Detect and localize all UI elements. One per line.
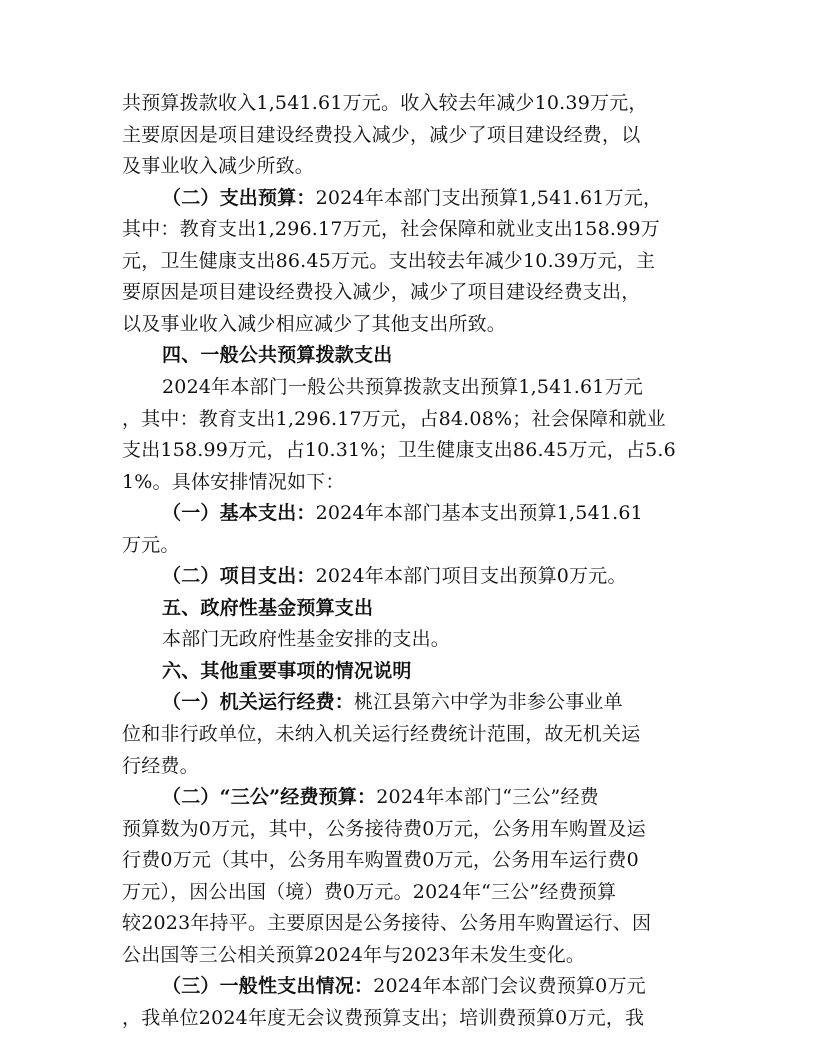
paragraph-line: 1%。具体安排情况如下： — [122, 471, 345, 493]
paragraph-line: 以及事业收入减少相应减少了其他支出所致。 — [122, 313, 507, 335]
section-label: （一）基本支出： — [162, 502, 316, 524]
paragraph-line: 及事业收入减少所致。 — [122, 155, 315, 177]
paragraph-line: 共预算拨款收入1,541.61万元。收入较去年减少10.39万元， — [122, 92, 648, 114]
section-label: （三）一般性支出情况： — [162, 975, 374, 997]
section-heading: 六、其他重要事项的情况说明 — [162, 660, 412, 682]
paragraph-line: ，我单位2024年度无会议费预算支出；培训费预算0万元，我 — [122, 1007, 645, 1029]
paragraph-line: （三）一般性支出情况：2024年本部门会议费预算0万元 — [162, 975, 646, 997]
section-label: （二）支出预算： — [162, 187, 316, 209]
paragraph-line: （二）支出预算：2024年本部门支出预算1,541.61万元， — [162, 187, 663, 209]
paragraph-line: 元，卫生健康支出86.45万元。支出较去年减少10.39万元，主 — [122, 250, 656, 272]
paragraph-line: （一）机关运行经费：桃江县第六中学为非参公事业单 — [162, 691, 623, 713]
paragraph-line: 预算数为0万元，其中，公务接待费0万元，公务用车购置及运 — [122, 818, 646, 840]
paragraph-line: 行经费。 — [122, 755, 199, 777]
paragraph-line: （一）基本支出：2024年本部门基本支出预算1,541.61 — [162, 502, 643, 524]
paragraph-line: ，其中：教育支出1,296.17万元，占84.08%；社会保障和就业 — [122, 408, 666, 430]
paragraph-line: 本部门无政府性基金安排的支出。 — [162, 628, 451, 650]
section-heading: 五、政府性基金预算支出 — [162, 597, 374, 619]
paragraph-line: 万元。 — [122, 534, 180, 556]
paragraph-line: 支出158.99万元，占10.31%；卫生健康支出86.45万元，占5.6 — [122, 439, 676, 461]
paragraph-line: 主要原因是项目建设经费投入减少，减少了项目建设经费，以 — [122, 124, 641, 146]
section-heading: 四、一般公共预算拨款支出 — [162, 344, 393, 366]
section-label: （二）“三公”经费预算： — [162, 786, 377, 808]
section-label: （一）机关运行经费： — [162, 691, 355, 713]
paragraph-line: 行费0万元（其中，公务用车购置费0万元，公务用车运行费0 — [122, 849, 639, 871]
paragraph-line: （二）“三公”经费预算：2024年本部门“三公”经费 — [162, 786, 599, 808]
paragraph-line: 其中：教育支出1,296.17万元，社会保障和就业支出158.99万 — [122, 218, 660, 240]
paragraph-line: （二）项目支出：2024年本部门项目支出预算0万元。 — [162, 565, 627, 587]
section-label: （二）项目支出： — [162, 565, 316, 587]
paragraph-line: 较2023年持平。主要原因是公务接待、公务用车购置运行、因 — [122, 912, 652, 934]
paragraph-line: 公出国等三公相关预算2024年与2023年未发生变化。 — [122, 944, 586, 966]
paragraph-line: 2024年本部门一般公共预算拨款支出预算1,541.61万元 — [162, 376, 643, 398]
paragraph-line: 位和非行政单位，未纳入机关运行经费统计范围，故无机关运 — [122, 723, 641, 745]
paragraph-line: 万元），因公出国（境）费0万元。2024年“三公”经费预算 — [122, 881, 617, 903]
paragraph-line: 要原因是项目建设经费投入减少，减少了项目建设经费支出， — [122, 281, 641, 303]
